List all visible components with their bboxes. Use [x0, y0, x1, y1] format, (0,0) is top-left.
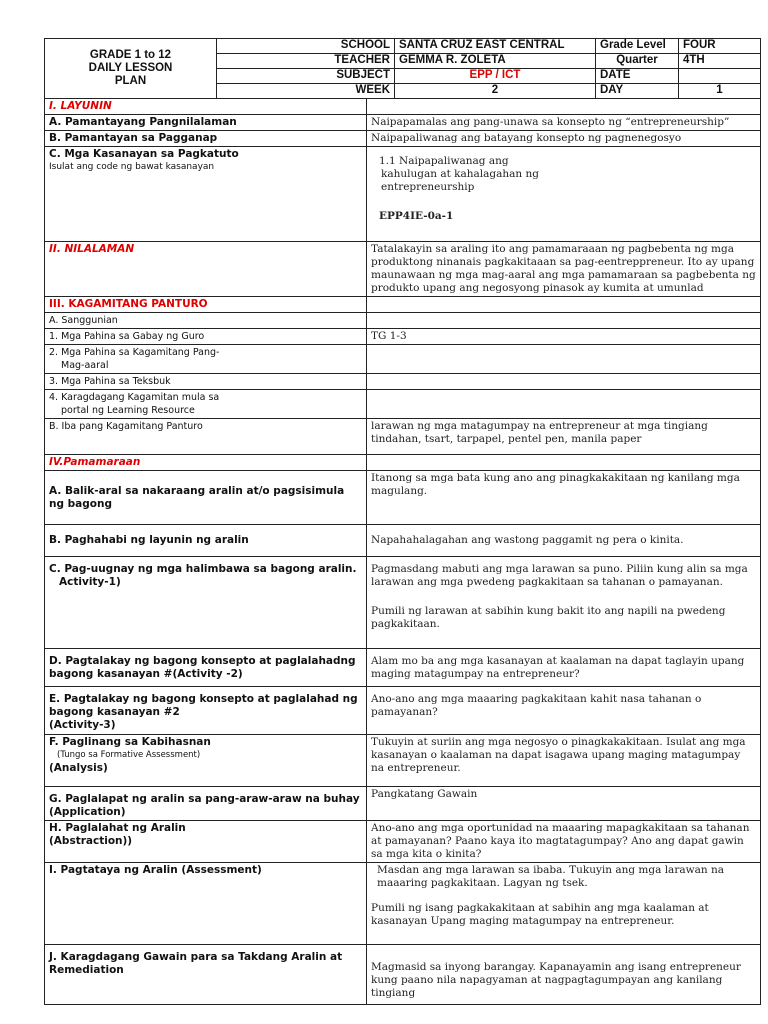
pag-uugnay-line-1: C. Pag-uugnay ng mga halimbawa sa bagong aralin. [49, 563, 357, 575]
pamantayang-pangnilalaman-label: A. Pamantayang Pangnilalaman [45, 115, 367, 131]
karagdagang-gawain-label: J. Karagdagang Gawain para sa Takdang Aralin at Remediation [45, 945, 367, 1005]
plan-title-line-2: DAILY LESSON [88, 62, 173, 74]
pagtataya-text [367, 863, 761, 945]
paglinang-label [45, 735, 367, 787]
learning-resource-label [45, 390, 367, 419]
paglalahat-line-2: (Abstraction)) [49, 835, 133, 847]
pag-uugnay-text [367, 557, 761, 649]
quarter-value: 4TH [679, 54, 761, 69]
paglalahat-label [45, 821, 367, 863]
nilalaman-text: Tatalakayin sa araling ito ang pamamaraaan ng pagbebenta ng mga produktong ninanais pagkakitaaan sa pag-eentreppreneur. Ito ay upang maunawaan ng mga mag-aaral ang mga pamamaraan sa pagbebenta ng produkto upang ang negosyong pinasok ay kumita at umunlad [367, 242, 761, 297]
paglinang-text: Tukuyin at suriin ang mga negosyo o pinagkakakitaan. Isulat ang mga kasanayan o kaalaman na dapat isagawa upang maging matagumpay na entrepreneur. [367, 735, 761, 787]
pag-uugnay-line-2: Activity-1) [59, 576, 121, 588]
lesson-plan-page [44, 38, 760, 1005]
kasanayan-line-1: 1.1 Naipapaliwanag ang [379, 155, 509, 167]
plan-title-line-1: GRADE 1 to 12 [89, 49, 172, 61]
pagtalakay-1-label: D. Pagtalakay ng bagong konsepto at paglalahadng bagong kasanayan #(Activity -2) [45, 649, 367, 687]
week-label: WEEK [217, 84, 395, 99]
subject-label: SUBJECT [217, 69, 395, 84]
pagtalakay-2-line-1: E. Pagtalakay ng bagong konsepto at paglalahad ng bagong kasanayan #2 [49, 693, 358, 718]
pag-uugnay-text-2: Pumili ng larawan at sabihin kung bakit ito ang napili na pwedeng pagkakitaan. [371, 605, 726, 630]
day-label: DAY [596, 84, 679, 99]
paglalapat-text: Pangkatang Gawain [367, 787, 761, 821]
pag-uugnay-label [45, 557, 367, 649]
paglalapat-label: G. Paglalapat ng aralin sa pang-araw-araw na buhay (Application) [45, 787, 367, 821]
section-kagamitan: III. KAGAMITANG PANTURO [45, 297, 367, 313]
pamantayan-sa-pagganap-label: B. Pamantayan sa Pagganap [45, 131, 367, 147]
paglalahat-line-1: H. Paglalahat ng Aralin [49, 822, 186, 834]
kasanayan-code: EPP4IE-0a-1 [379, 210, 454, 222]
learning-resource-line-1: 4. Karagdagang Kagamitan mula sa [49, 392, 220, 403]
section-pamamaraan: IV.Pamamaraan [45, 455, 367, 471]
kasanayan-text [367, 147, 761, 242]
pagtataya-text-1: Masdan ang mga larawan sa ibaba. Tukuyin ang mga larawan na maaaring pagkakitaan. Lagyan ng tsek. [377, 864, 724, 889]
kasanayan-title: C. Mga Kasanayan sa Pagkatuto [49, 148, 239, 160]
date-label: DATE [596, 69, 679, 84]
kasanayan-line-2: kahulugan at kahalagahan ng [381, 168, 540, 180]
lesson-table [44, 98, 761, 1005]
pagtataya-label: I. Pagtataya ng Aralin (Assessment) [45, 863, 367, 945]
paghahabi-text: Napahahalagahan ang wastong paggamit ng pera o kinita. [367, 525, 761, 557]
header-table [44, 38, 761, 99]
paglinang-sub: (Tungo sa Formative Assessment) [57, 750, 201, 760]
learning-resource-line-2: portal ng Learning Resource [61, 405, 195, 416]
week-value: 2 [395, 84, 596, 99]
kasanayan-label [45, 147, 367, 242]
paghahabi-label: B. Paghahabi ng layunin ng aralin [45, 525, 367, 557]
pagtataya-text-2: Pumili ng isang pagkakakitaan at sabihin ang mga kaalaman at kasanayan Upang maging matagumpay na entrepreneur. [371, 902, 709, 927]
kagamitang-mag-aaral-line-1: 2. Mga Pahina sa Kagamitang Pang- [49, 347, 220, 358]
date-value [679, 69, 761, 84]
iba-pang-kagamitan-label: B. Iba pang Kagamitang Panturo [45, 419, 367, 455]
quarter-label: Quarter [596, 54, 679, 69]
paglinang-analysis: (Analysis) [49, 762, 108, 774]
sanggunian-label: A. Sanggunian [45, 313, 367, 329]
day-value: 1 [679, 84, 761, 99]
gabay-guro-value: TG 1-3 [367, 329, 761, 345]
grade-value: FOUR [679, 39, 761, 54]
grade-label: Grade Level [596, 39, 679, 54]
balik-aral-label: A. Balik-aral sa nakaraang aralin at/o pagsisimula ng bagong [45, 471, 367, 525]
paglinang-title: F. Paglinang sa Kabihasnan [49, 736, 211, 748]
plan-title-line-3: PLAN [114, 75, 147, 87]
balik-aral-text: Itanong sa mga bata kung ano ang pinagkakakitaan ng kanilang mga magulang. [367, 471, 761, 525]
iba-pang-kagamitan-text: larawan ng mga matagumpay na entrepreneur at mga tingiang tindahan, tsart, tarpapel, pentel pen, manila paper [367, 419, 761, 455]
pagtalakay-1-text: Alam mo ba ang mga kasanayan at kaalaman na dapat taglayin upang maging matagumpay na entrepreneur? [367, 649, 761, 687]
pagtalakay-2-label [45, 687, 367, 735]
pamantayan-sa-pagganap-text: Naipapaliwanag ang batayang konsepto ng pagnenegosyo [367, 131, 761, 147]
subject-value: EPP / ICT [395, 69, 596, 84]
kagamitang-mag-aaral-line-2: Mag-aaral [61, 360, 109, 371]
kasanayan-line-3: entrepreneurship [381, 181, 475, 193]
pamantayang-pangnilalaman-text: Naipapamalas ang pang-unawa sa konsepto ng “entrepreneurship” [367, 115, 761, 131]
pagtalakay-2-line-2: (Activity-3) [49, 719, 116, 731]
paglalahat-text: Ano-ano ang mga oportunidad na maaaring mapagkakitaan sa tahanan at pamayanan? Paano kaya ito magtatagumpay? Ano ang dapat gawin sa mga kita o kinita? [367, 821, 761, 863]
section-nilalaman: II. NILALAMAN [45, 242, 367, 297]
school-label: SCHOOL [217, 39, 395, 54]
karagdagang-gawain-text: Magmasid sa inyong barangay. Kapanayamin ang isang entrepreneur kung paano nila napagyaman at nagpagtagumpayan ang kanilang tingiang [367, 945, 761, 1005]
pagtalakay-2-text: Ano-ano ang mga maaaring pagkakitaan kahit nasa tahanan o pamayanan? [367, 687, 761, 735]
teacher-label: TEACHER [217, 54, 395, 69]
teksbuk-label: 3. Mga Pahina sa Teksbuk [45, 374, 367, 390]
pag-uugnay-text-1: Pagmasdang mabuti ang mga larawan sa puno. Piliin kung alin sa mga larawan ang mga pwedeng pagkakitaan sa tahanan o pamayanan. [371, 563, 748, 588]
teacher-value: GEMMA R. ZOLETA [395, 54, 596, 69]
kagamitang-mag-aaral-label [45, 345, 367, 374]
section-layunin: I. LAYUNIN [45, 99, 367, 115]
plan-title [45, 39, 217, 99]
school-value: SANTA CRUZ EAST CENTRAL [395, 39, 596, 54]
gabay-guro-label: 1. Mga Pahina sa Gabay ng Guro [45, 329, 367, 345]
kasanayan-sub: Isulat ang code ng bawat kasanayan [49, 162, 215, 172]
